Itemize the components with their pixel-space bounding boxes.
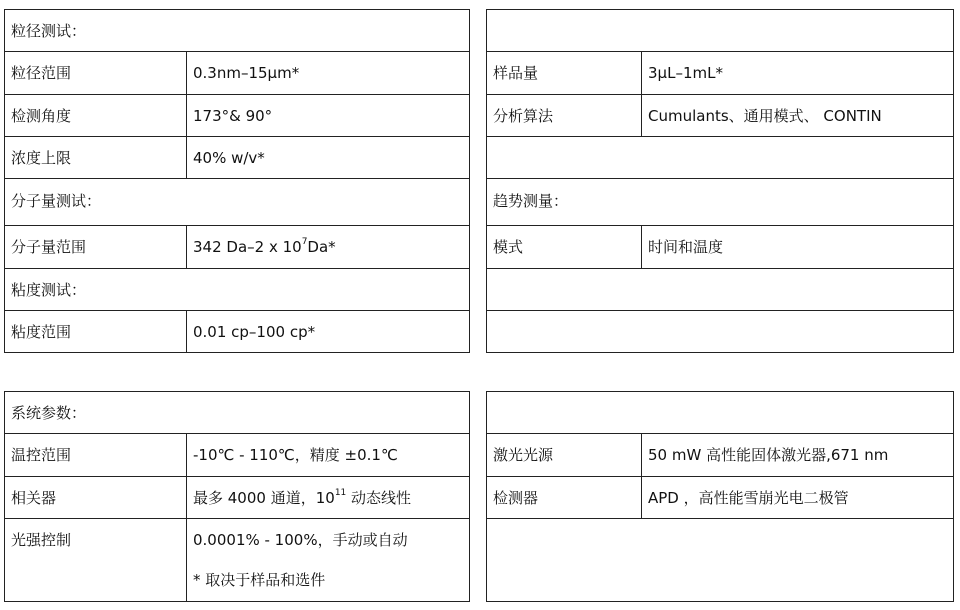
mw-range-value-base: 342 Da–2 x 10 <box>193 238 302 256</box>
correlator-value-pre: 最多 4000 通道，10 <box>193 489 335 507</box>
mw-range-label: 分子量范围 <box>11 238 87 256</box>
concentration-value: 40% w/v* <box>193 149 265 167</box>
molecular-weight-header: 分子量测试： <box>11 192 102 210</box>
detector-label: 检测器 <box>493 489 539 507</box>
temp-range-value: -10℃ - 110℃，精度 ±0.1℃ <box>193 446 398 464</box>
laser-source-value: 50 mW 高性能固体激光器,671 nm <box>648 446 889 464</box>
laser-source-label: 激光光源 <box>493 446 554 464</box>
system-params-header: 系统参数： <box>11 404 87 422</box>
mw-range-value-unit: Da* <box>307 238 336 256</box>
correlator-label: 相关器 <box>11 489 57 507</box>
sample-volume-value: 3μL–1mL* <box>648 64 723 82</box>
mw-range-value-exp: 7 <box>301 237 308 247</box>
viscosity-header: 粘度测试： <box>11 281 87 299</box>
mode-value: 时间和温度 <box>648 238 724 256</box>
table-1-right-panel <box>486 9 954 353</box>
particle-size-header: 粒径测试： <box>11 22 87 40</box>
light-control-value: 0.0001% - 100%，手动或自动 <box>193 531 408 549</box>
trend-header: 趋势测量： <box>493 192 569 210</box>
viscosity-range-label: 粘度范围 <box>11 323 72 341</box>
mw-range-value <box>193 237 336 257</box>
particle-range-value: 0.3nm–15μm* <box>193 64 300 82</box>
temp-range-label: 温控范围 <box>11 446 72 464</box>
concentration-label: 浓度上限 <box>11 149 72 167</box>
algorithm-value: Cumulants、通用模式、 CONTIN <box>648 107 882 125</box>
viscosity-range-value: 0.01 cp–100 cp* <box>193 323 316 341</box>
correlator-value <box>193 488 411 508</box>
particle-range-label: 粒径范围 <box>11 64 72 82</box>
footnote: * 取决于样品和选件 <box>193 571 326 589</box>
correlator-value-post: 动态线性 <box>346 489 412 507</box>
angle-value: 173°& 90° <box>193 107 273 125</box>
mode-label: 模式 <box>493 238 524 256</box>
correlator-value-exp: 11 <box>334 488 347 498</box>
table-1-left-panel <box>4 9 470 353</box>
sample-volume-label: 样品量 <box>493 64 539 82</box>
light-control-label: 光强控制 <box>11 531 72 549</box>
algorithm-label: 分析算法 <box>493 107 554 125</box>
angle-label: 检测角度 <box>11 107 72 125</box>
detector-value: APD ，高性能雪崩光电二极管 <box>648 489 849 507</box>
